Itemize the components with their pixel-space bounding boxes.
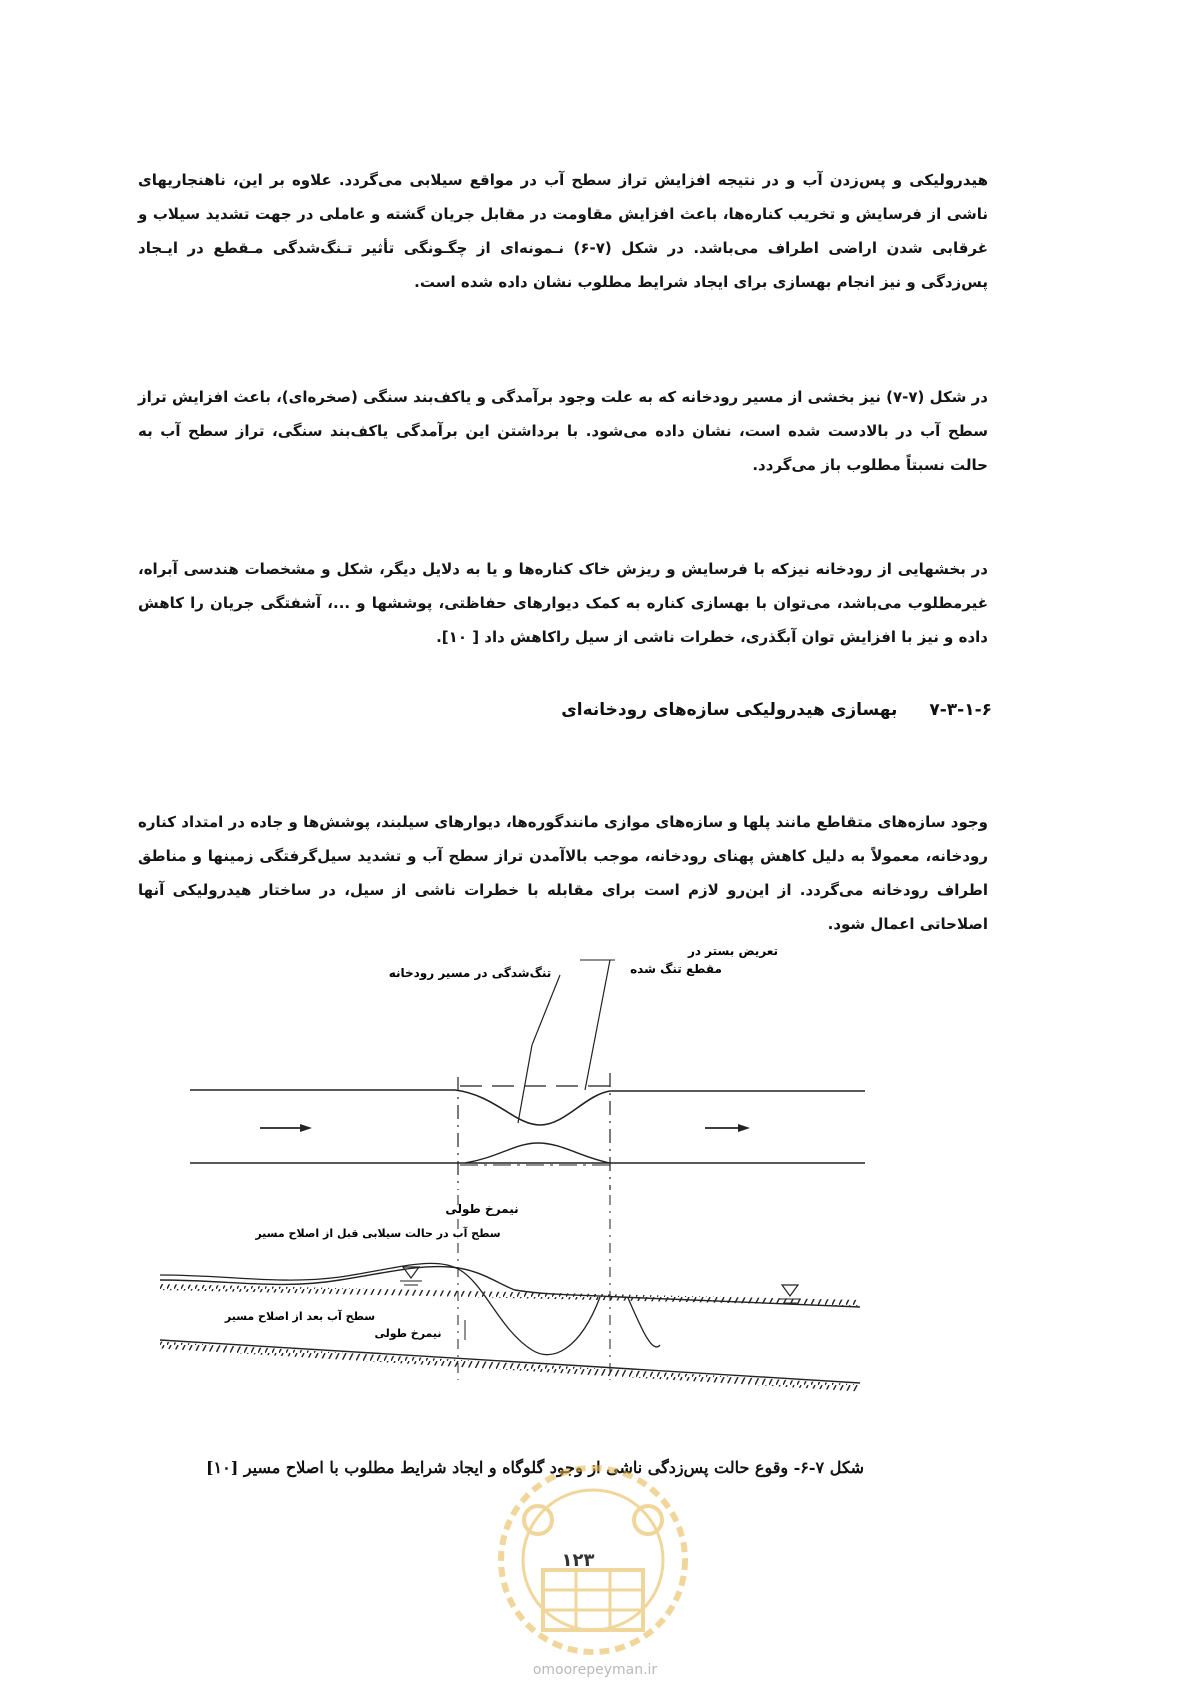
label-bed-widening-1: تعریض بستر در bbox=[687, 944, 779, 958]
section-number: ۷-۳-۱-۶ bbox=[929, 700, 992, 720]
label-flood-surface-before: سطح آب در حالت سیلابی قبل از اصلاح مسیر bbox=[255, 1227, 501, 1240]
label-longitudinal-profile: نیمرخ طولی bbox=[445, 1202, 519, 1216]
page-number: ۱۲۳ bbox=[561, 1550, 595, 1571]
label-narrowing: تنگ‌شدگی در مسیر رودخانه bbox=[388, 966, 552, 980]
watermark-url: omoorepeyman.ir bbox=[532, 1662, 658, 1678]
section-heading bbox=[561, 700, 992, 720]
plan-view bbox=[190, 960, 865, 1190]
label-profile-bottom: نیمرخ طولی bbox=[374, 1327, 442, 1340]
section-title: بهسازی هیدرولیکی سازه‌های رودخانه‌ای bbox=[561, 700, 898, 720]
paragraph-3: در بخشهایی از رودخانه نیزکه با فرسایش و ریزش خاک کناره‌ها و یا به دلایل دیگر، شکل و مشخصات هندسی آبراه، غیرمطلوب می‌باشد، می‌توان با بهسازی کناره به کمک دیوارهای حفاظتی، پوششها و ...، آشفتگی جریان را کاهش داده و نیز با افزایش توان آبگذری، خطرات ناشی از سیل راکاهش داد [ ۱۰]. bbox=[138, 560, 988, 646]
paragraph-4: وجود سازه‌های متقاطع مانند پلها و سازه‌های موازی مانندگوره‌ها، دیوارهای سیلبند، پوشش‌ها و جاده در امتداد کناره رودخانه، معمولاً به دلیل کاهش پهنای رودخانه، موجب بالاآمدن تراز سطح آب و تشدید سیل‌گرفتگی زمینها و مناطق اطراف رودخانه می‌گردد. از این‌رو لازم است برای مقابله با خطرات ناشی از سیل، در ساختار هیدرولیکی آنها اصلاحاتی اعمال شود. bbox=[138, 813, 988, 933]
paragraph-1: هیدرولیکی و پس‌زدن آب و در نتیجه افزایش تراز سطح آب در مواقع سیلابی می‌گردد. علاوه بر این، ناهنجاریهای ناشی از فرسایش و تخریب کناره‌ها، باعث افزایش مقاومت در مقابل جریان گشته و عاملی در جهت تشدید سیلاب و غرقابی شدن اراضی اطراف می‌باشد. در شکل (۷-۶) نـمونه‌ای از چگـونگی تأثیر تـنگ‌شدگی مـقطع در ایـجاد پس‌زدگی و نیز انجام بهسازی برای ایجاد شرایط مطلوب نشان داده شده است. bbox=[138, 171, 988, 291]
longitudinal-profile bbox=[160, 1195, 860, 1388]
figure-caption: شکل ۷-۶- وقوع حالت پس‌زدگی ناشی از وجود گلوگاه و ایجاد شرایط مطلوب با اصلاح مسیر [۱۰] bbox=[205, 1458, 865, 1477]
figure-river-narrowing bbox=[160, 944, 950, 1455]
label-bed-widening-2: مقطع تنگ شده bbox=[630, 962, 722, 976]
label-surface-after: سطح آب بعد از اصلاح مسیر bbox=[224, 1310, 376, 1323]
paragraph-2: در شکل (۷-۷) نیز بخشی از مسیر رودخانه که به علت وجود برآمدگی و یاکف‌بند سنگی (صخره‌ای)، باعث افزایش تراز سطح آب در بالادست شده است، نشان داده می‌شود. با برداشتن این برآمدگی یاکف‌بند سنگی، تراز سطح آب به حالت نسبتاً مطلوب باز می‌گردد. bbox=[138, 388, 988, 474]
